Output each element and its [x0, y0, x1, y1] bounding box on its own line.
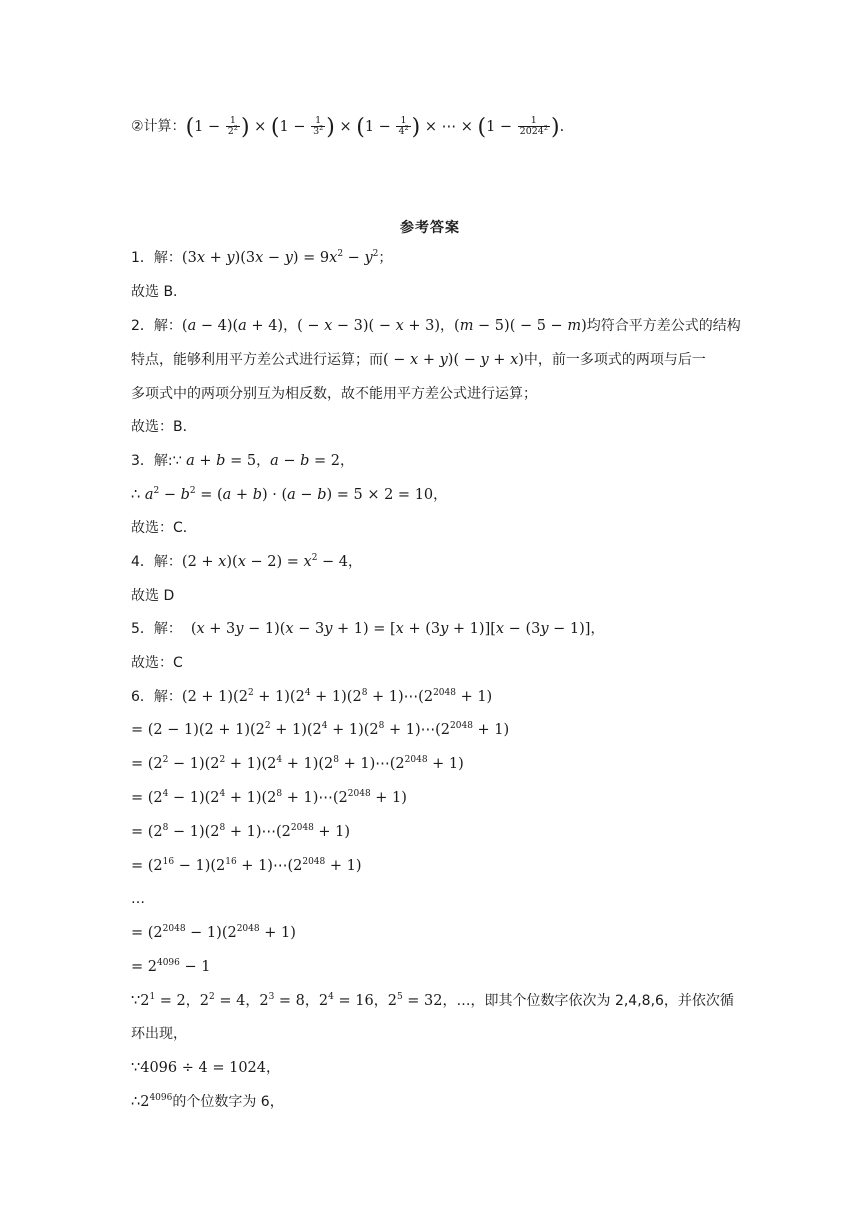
answer-6-line-4: = $(2^4 - 1)(2^4 + 1)(2^8$ + $1)\cdots(2^{2048} + 1)$ — [131, 789, 407, 806]
answer-2-line-1: 2．解：(a − 4)(a + 4)，( − x − 3)( − x + 3)，(m − 5)( − 5 − m)均符合平方差公式的结构 — [131, 318, 741, 334]
answer-3-line-2: ∴ $a^2 - b^2 = (a + b) \cdot (a - b) = 5 \times 2 = 10$， — [131, 486, 448, 503]
question-2-line — [131, 116, 564, 138]
answer-6-cycle-line-1: $\because 2^1 = 2$，$2^2 = 4$，$2^3 = 8$，$2^4 = 16$，$2^5 = 32$，…，即其个位数字依次为 2,4,8,6，并依次循 — [131, 992, 734, 1009]
answer-6-line-2: = $(2 - 1)(2 + 1)(2^2 + 1)(2^4 + 1)(2^8$ + $1)\cdots(2^{2048} + 1)$ — [131, 721, 510, 738]
answer-4-choice: 故选 D — [131, 588, 175, 604]
answer-3-choice: 故选：C． — [131, 520, 197, 536]
question-2-label: ②计算： — [131, 118, 186, 135]
answer-2-line-2: 特点，能够利用平方差公式进行运算；而( − x + y)( − y + x)中，前一多项式的两项与后一 — [131, 352, 706, 368]
question-2-expression: (1 − $\frac{1}{2^2}$ ) × (1 − $\frac{1}{3^2}$ ) × (1 − $\frac{1}{4^2}$ ) × ⋯ × (1 − $\frac{1}{2024^2}$ ). — [185, 114, 565, 140]
answer-6-line-5: = $(2^8 - 1)(2^8$ + $1)\cdots(2^{2048} + 1)$ — [131, 823, 351, 840]
answer-title: 参考答案 — [400, 220, 460, 236]
answer-3-line-1: 3．解:∵ a + b = 5，a − b = 2， — [131, 453, 354, 469]
answer-6-line-6: = $(2^{16} - 1)(2^{16}$ + $1)\cdots(2^{2048} + 1)$ — [131, 857, 362, 874]
answer-6-cycle-line-2: 环出现， — [131, 1026, 187, 1042]
answer-1-choice: 故选 B. — [131, 284, 178, 300]
answer-1-line: 1．解：$(3x + y)(3x - y) = 9x^2 - y^2$； — [131, 249, 393, 266]
answer-4-line: 4．解：$(2 + x)(x - 2) = x^2 - 4$， — [131, 553, 363, 570]
answer-2-line-3: 多项式中的两项分别互为相反数，故不能用平方差公式进行运算； — [131, 386, 537, 402]
answer-6-ellipsis: … — [131, 891, 145, 907]
answer-2-choice: 故选：B． — [131, 419, 197, 435]
answer-6-line-8: = $2^{4096} - 1$ — [131, 958, 211, 975]
answer-6-line-1: 6．解：$(2 + 1)(2^2 + 1)(2^4 + 1)(2^8$ + $1)\cdots(2^{2048} + 1)$ — [131, 688, 493, 705]
answer-5-line: 5．解： (x + 3y − 1)(x − 3y + 1) = [x + (3y + 1)][x − (3y − 1)]， — [131, 621, 605, 637]
answer-5-choice: 故选：C — [131, 655, 183, 671]
answer-6-line-3: = $(2^2 - 1)(2^2 + 1)(2^4 + 1)(2^8$ + $1)\cdots(2^{2048} + 1)$ — [131, 755, 464, 772]
answer-6-conclusion-line: $\therefore 2^{4096}$的个位数字为 6， — [131, 1093, 284, 1110]
answer-6-division-line: ∵4096 ÷ 4 = 1024， — [131, 1060, 280, 1076]
answer-6-line-7: = $(2^{2048} - 1)(2^{2048} + 1)$ — [131, 924, 296, 941]
